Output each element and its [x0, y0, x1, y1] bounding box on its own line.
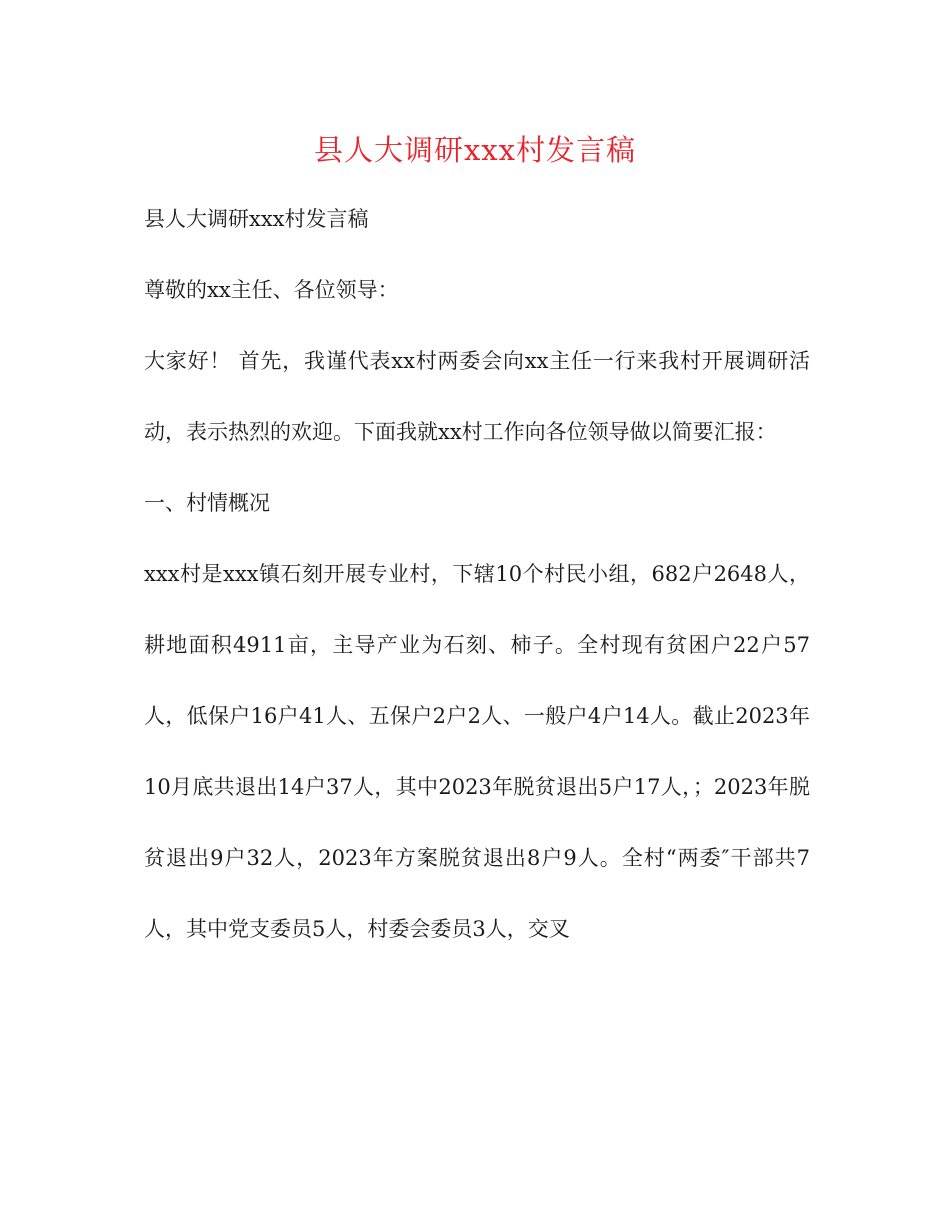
paragraph-village-overview: xxx村是xxx镇石刻开展专业村，下辖10个村民小组，682户2648人，耕地面积4911亩，主导产业为石刻、柿子。全村现有贫困户22户57人，低保户16户41人、五保户2户2人、一般户4户14人。截止2023年10月底共退出14户37人，其中2023年脱贫退出5户17人，；2023年脱贫退出9户32人，2023年方案脱贫退出8户9人。全村“两委″干部共7人，其中党支委员5人，村委会委员3人，交叉	[144, 562, 810, 941]
document-title: 县人大调研xxx村发言稿	[313, 133, 637, 167]
document-body	[144, 184, 810, 965]
paragraph-greeting: 大家好！ 首先，我谨代表xx村两委会向xx主任一行来我村开展调研活动，表示热烈的欢迎。下面我就xx村工作向各位领导做以简要汇报：	[144, 349, 810, 444]
section-heading-village-overview: 一、村情概况	[144, 491, 270, 515]
paragraph-salutation: 尊敬的xx主任、各位领导：	[144, 278, 399, 302]
paragraph-subtitle: 县人大调研xxx村发言稿	[144, 207, 369, 231]
